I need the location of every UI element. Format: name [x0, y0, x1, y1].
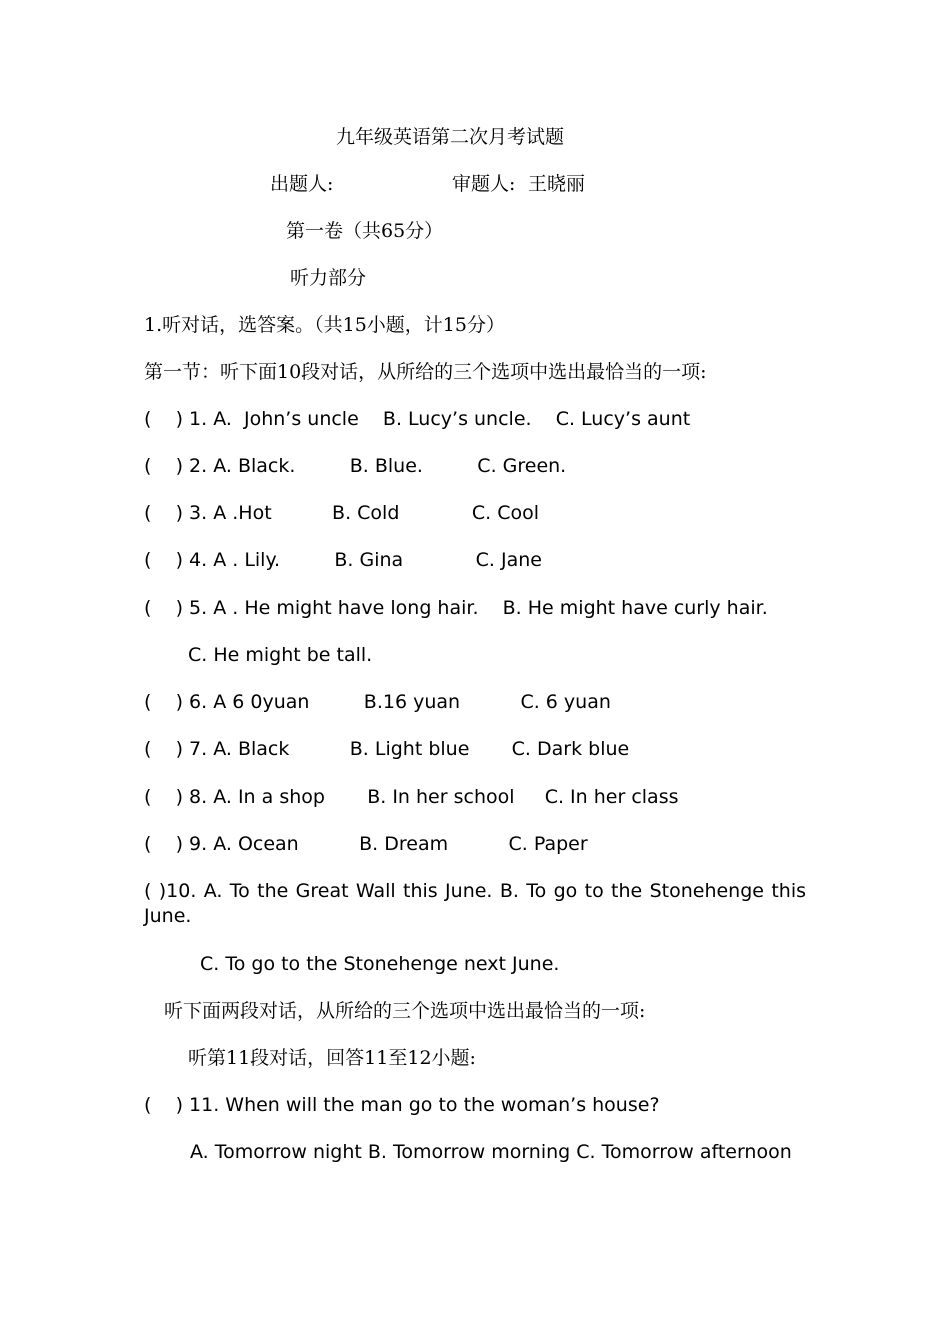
section-heading: 听力部分 — [290, 267, 367, 289]
question-number: ( ) 5. — [144, 597, 208, 619]
subsection2-instruction: 听下面两段对话，从所给的三个选项中选出最恰当的一项: — [164, 1000, 646, 1022]
question-7 — [144, 737, 629, 761]
dialogue-note: 听第11段对话，回答11至12小题: — [188, 1047, 476, 1069]
exam-title: 九年级英语第二次月考试题 — [336, 126, 565, 148]
question-number: ( ) 6. — [144, 691, 208, 713]
setter-label: 出题人: — [270, 173, 334, 195]
question-number: ( ) 3. — [144, 502, 208, 524]
question-10: ( )10. A. To the Great Wall this June. B. To go to the Stonehenge this June. — [144, 880, 806, 927]
question-number: ( ) 4. — [144, 549, 208, 571]
part1-instruction: 1.听对话，选答案。（共15小题，计15分） — [144, 314, 505, 336]
question-number: ( ) 2. — [144, 455, 208, 477]
question-4 — [144, 548, 542, 572]
question-11-options: A. Tomorrow night B. Tomorrow morning C. Tomorrow afternoon — [190, 1141, 792, 1163]
question-options: A . He might have long hair. B. He might have curly hair. — [213, 597, 768, 619]
question-options: C. He might be tall. — [188, 644, 373, 666]
question-options: A. Black. B. Blue. C. Green. — [213, 455, 567, 477]
question-11: ( ) 11. When will the man go to the woman’s house? — [144, 1094, 660, 1116]
question-8 — [144, 785, 679, 809]
question-options: A. Ocean B. Dream C. Paper — [213, 833, 588, 855]
question-options: A. Black B. Light blue C. Dark blue — [213, 738, 630, 760]
question-2 — [144, 454, 566, 478]
volume-heading: 第一卷（共65分） — [286, 220, 444, 242]
question-5 — [144, 596, 768, 620]
question-6 — [144, 690, 611, 714]
question-5-option-c — [188, 643, 372, 667]
question-number: ( ) 1. — [144, 408, 208, 430]
question-number: ( ) 8. — [144, 786, 208, 808]
question-10-option-c — [200, 952, 559, 976]
question-options: A. John’s uncle B. Lucy’s uncle. C. Lucy’s aunt — [213, 408, 691, 430]
question-1 — [144, 407, 690, 431]
reviewer-label: 审题人: — [452, 173, 516, 195]
question-9 — [144, 832, 588, 856]
question-number: ( ) 9. — [144, 833, 208, 855]
question-options: A . Lily. B. Gina C. Jane — [213, 549, 542, 571]
subsection1-instruction: 第一节：听下面10段对话，从所给的三个选项中选出最恰当的一项: — [144, 361, 707, 383]
question-options: A .Hot B. Cold C. Cool — [213, 502, 539, 524]
question-options: A 6 0yuan B.16 yuan C. 6 yuan — [213, 691, 611, 713]
question-options: A. In a shop B. In her school C. In her class — [213, 786, 679, 808]
question-3 — [144, 501, 539, 525]
question-options: C. To go to the Stonehenge next June. — [200, 953, 560, 975]
reviewer-name: 王晓丽 — [528, 173, 586, 195]
question-number: ( ) 7. — [144, 738, 208, 760]
